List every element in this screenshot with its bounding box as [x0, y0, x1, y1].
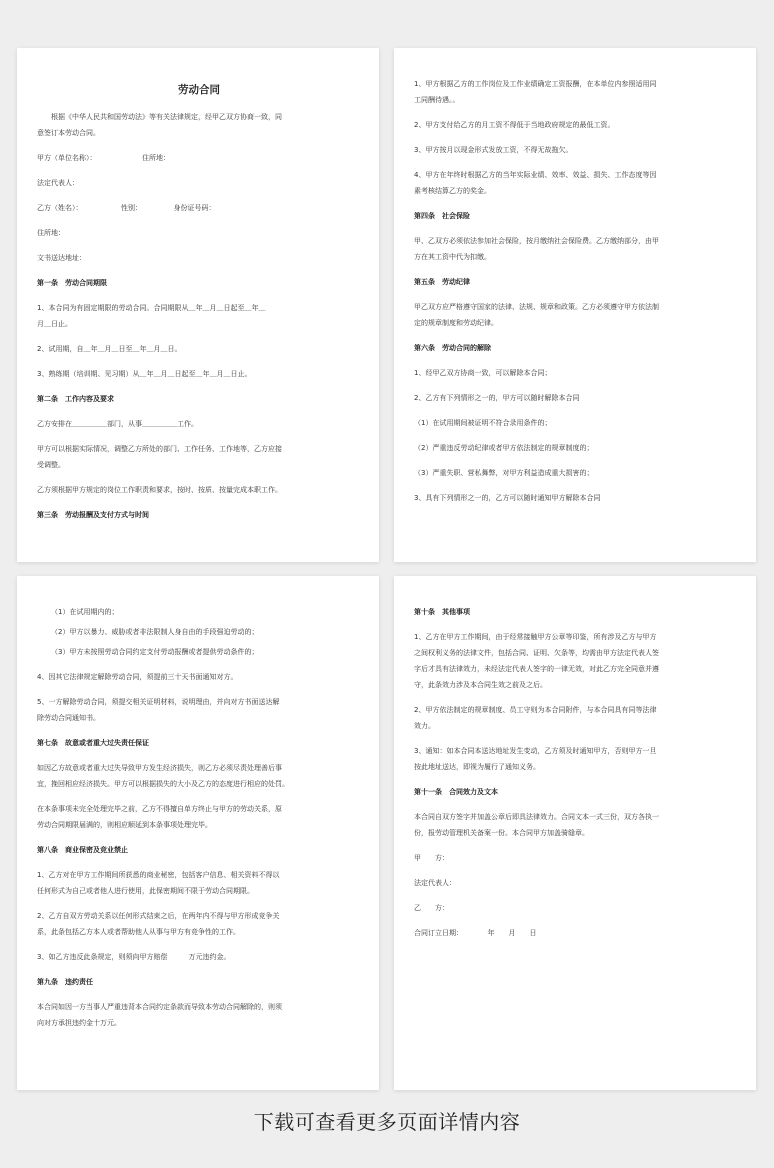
paragraph-line: 如因乙方故意或者重大过失导致甲方发生经济损失，则乙方必须尽责处理善后事: [37, 764, 282, 772]
paragraph-line: 守，此条效力涉及本合同生效之前及之后。: [414, 681, 547, 689]
paragraph-line: 3、如乙方违反此条规定，则须向甲方赔偿 万元违约金。: [37, 953, 231, 961]
document-page-4: [394, 576, 756, 1090]
section-heading: 第五条 劳动纪律: [414, 278, 470, 286]
paragraph-line: 系，此条包括乙方本人或者帮助他人从事与甲方有竞争性的工作。: [37, 928, 240, 936]
section-heading: 第六条 劳动合同的解除: [414, 344, 491, 352]
paragraph-line: （3）甲方未按照劳动合同约定支付劳动报酬或者提供劳动条件的；: [51, 648, 259, 656]
page-1-body: [37, 109, 361, 523]
paragraph-line: 2、甲方依法制定的规章制度、员工守则为本合同附件，与本合同具有同等法律: [414, 706, 657, 714]
paragraph-line: 2、甲方支付给乙方的月工资不得低于当地政府规定的最低工资。: [414, 121, 615, 129]
paragraph-line: 方在其工资中代为扣缴。: [414, 253, 491, 261]
page-3-body: [37, 604, 361, 1031]
paragraph-line: 1、甲方根据乙方的工作岗位及工作业绩确定工资报酬，在本单位内参照适用同: [414, 80, 657, 88]
paragraph-line: 月＿日止。: [37, 320, 72, 328]
section-heading: 第四条 社会保险: [414, 212, 470, 220]
paragraph-line: 乙方（姓名）： 性别： 身份证号码：: [37, 204, 216, 212]
paragraph-line: 乙方安排在＿＿＿＿＿部门，从事＿＿＿＿＿工作。: [37, 420, 198, 428]
paragraph-line: 乙方须根据甲方规定的岗位工作职责和要求，按时、按质、按量完成本职工作。: [37, 486, 282, 494]
paragraph-line: 受调整。: [37, 461, 65, 469]
paragraph-line: 2、试用期，自＿年＿月＿日至＿年＿月＿日。: [37, 345, 182, 353]
section-heading: 第九条 违约责任: [37, 978, 93, 986]
paragraph-line: （3）严重失职、营私舞弊，对甲方利益造成重大损害的；: [414, 469, 594, 477]
paragraph-line: 法定代表人：: [414, 879, 456, 887]
paragraph-line: 字后才具有法律效力，未经法定代表人签字的一律无效，对此乙方完全同意并遵: [414, 665, 659, 673]
section-heading: 第二条 工作内容及要求: [37, 395, 114, 403]
paragraph-line: 工同酬待遇。。: [414, 96, 460, 104]
section-heading: 第十条 其他事项: [414, 608, 470, 616]
paragraph-line: 宜，挽回相应经济损失。甲方可以根据损失的大小及乙方的态度进行相应的处罚。: [37, 780, 289, 788]
paragraph-line: 劳动合同期限届满的，则相应顺延到本条事项处理完毕。: [37, 821, 212, 829]
paragraph-line: 3、甲方按月以现金形式发放工资，不得无故拖欠。: [414, 146, 573, 154]
section-heading: 第十一条 合同效力及文本: [414, 788, 498, 796]
section-heading: 第七条 故意或者重大过失责任保证: [37, 739, 149, 747]
section-heading: 第一条 劳动合同期限: [37, 279, 107, 287]
paragraph-line: 1、乙方在甲方工作期间，由于经常接触甲方公章等印鉴，所有涉及乙方与甲方: [414, 633, 657, 641]
paragraph-line: 向对方承担违约金十万元。: [37, 1019, 121, 1027]
paragraph-line: 甲、乙双方必须依法参加社会保险，按月缴纳社会保险费。乙方缴纳部分，由甲: [414, 237, 659, 245]
paragraph-line: 份，报劳动管理机关备案一份。本合同甲方加盖骑缝章。: [414, 829, 589, 837]
paragraph-line: 除劳动合同通知书。: [37, 714, 100, 722]
paragraph-line: 3、熟练期（培训期、见习期）从＿年＿月＿日起至＿年＿月＿日止。: [37, 370, 252, 378]
document-page-2: [394, 48, 756, 562]
section-heading: 第三条 劳动报酬及支付方式与时间: [37, 511, 149, 519]
paragraph-line: 4、甲方在年终时根据乙方的当年实际业绩、效率、效益、损失、工作态度等因: [414, 171, 657, 179]
paragraph-line: 素考核结算乙方的奖金。: [414, 187, 491, 195]
document-page-3: [17, 576, 379, 1090]
paragraph-line: 4、因其它法律规定解除劳动合同，须提前三十天书面通知对方。: [37, 673, 238, 681]
paragraph-line: 1、本合同为有固定期限的劳动合同。合同期限从＿年＿月＿日起至＿年＿: [37, 304, 266, 312]
document-page-1: [17, 48, 379, 562]
paragraph-line: 甲方（单位名称）： 住所地：: [37, 154, 170, 162]
paragraph-line: 在本条事项未完全处理完毕之前，乙方不得擅自单方终止与甲方的劳动关系，原: [37, 805, 282, 813]
paragraph-line: 合同订立日期： 年 月 日: [414, 929, 537, 937]
paragraph-line: 乙 方：: [414, 904, 449, 912]
paragraph-line: 效力。: [414, 722, 435, 730]
download-caption: 下载可查看更多页面详情内容: [253, 1110, 521, 1134]
paragraph-line: 文书送达地址：: [37, 254, 86, 262]
paragraph-line: 1、乙方对在甲方工作期间所获悉的商业秘密，包括客户信息、相关资料不得以: [37, 871, 280, 879]
paragraph-line: 按此地址送达，即视为履行了通知义务。: [414, 763, 540, 771]
paragraph-line: （2）甲方以暴力、威胁或者非法限制人身自由的手段强迫劳动的；: [51, 628, 259, 636]
contract-title: 劳动合同: [178, 84, 220, 96]
paragraph-line: （2）严重违反劳动纪律或者甲方依法制定的规章制度的；: [414, 444, 594, 452]
section-heading: 第八条 商业保密及竞业禁止: [37, 846, 128, 854]
paragraph-line: 2、乙方有下列情形之一的，甲方可以随时解除本合同: [414, 394, 580, 402]
paragraph-line: 住所地：: [37, 229, 65, 237]
paragraph-line: 本合同如因一方当事人严重违背本合同约定条款而导致本劳动合同解除的，则须: [37, 1003, 282, 1011]
paragraph-line: 甲 方：: [414, 854, 449, 862]
paragraph-line: 法定代表人：: [37, 179, 79, 187]
page-4-body: [414, 604, 738, 941]
page-2-body: [414, 76, 738, 506]
paragraph-line: 本合同自双方签字并加盖公章后即具法律效力。合同文本一式三份，双方各执一: [414, 813, 659, 821]
paragraph-line: 任何形式为自己或者他人进行使用，此保密期间不限于劳动合同期限。: [37, 887, 254, 895]
paragraph-line: 3、具有下列情形之一的，乙方可以随时通知甲方解除本合同: [414, 494, 601, 502]
paragraph-line: 甲方可以根据实际情况，调整乙方所处的部门、工作任务、工作地等，乙方应接: [37, 445, 282, 453]
paragraph-line: 定的规章制度和劳动纪律。: [414, 319, 498, 327]
paragraph-line: 根据《中华人民共和国劳动法》等有关法律规定，经甲乙双方协商一致，同: [37, 113, 282, 121]
paragraph-line: 1、经甲乙双方协商一致，可以解除本合同；: [414, 369, 552, 377]
paragraph-line: 之间权利义务的法律文件，包括合同、证明、欠条等，均需由甲方法定代表人签: [414, 649, 659, 657]
paragraph-line: （1）在试用期间被证明不符合录用条件的；: [414, 419, 552, 427]
paragraph-line: 甲乙双方应严格遵守国家的法律、法规、规章和政策。乙方必须遵守甲方依法制: [414, 303, 659, 311]
paragraph-line: （1）在试用期内的；: [51, 608, 119, 616]
paragraph-line: 3、通知：如本合同本送达地址发生变动，乙方须及时通知甲方，否则甲方一旦: [414, 747, 657, 755]
paragraph-line: 意签订本劳动合同。: [37, 129, 100, 137]
paragraph-line: 2、乙方自双方劳动关系以任何形式结束之后，在两年内不得与甲方形成竞争关: [37, 912, 280, 920]
paragraph-line: 5、一方解除劳动合同，须提交相关证明材料，说明理由，并向对方书面送达解: [37, 698, 280, 706]
